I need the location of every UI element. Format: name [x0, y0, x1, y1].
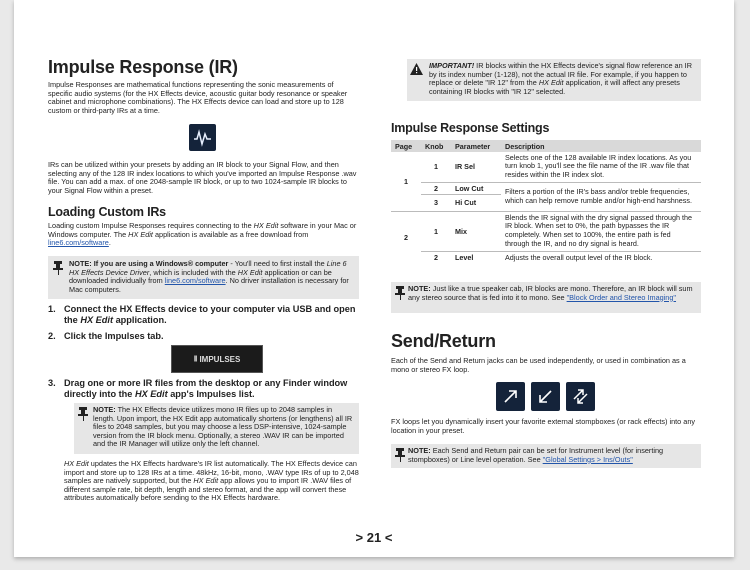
pushpin-icon: [395, 448, 405, 462]
mono-ir-block-note: NOTE: Just like a true speaker cab, IR blocks are mono. Therefore, an IR block will sum any stereo source that is fed into it to mono. See "Block Order and Stereo Imaging": [391, 282, 701, 313]
important-note: IMPORTANT! IR blocks within the HX Effects device's signal flow reference an IR by its index number (1-128), not the actual IR file. For example, if you happen to replace or delete "IR 12" from the HX Edit application, it will affect any presets containing IR blocks with "IR 12" selected.: [407, 59, 701, 101]
step-1: 1. Connect the HX Effects device to your computer via USB and open the HX Edit application.: [48, 304, 356, 325]
fx-loop-paragraph: FX loops let you dynamically insert your favorite external stompboxes (or rack effects) into any location in your preset.: [391, 417, 696, 435]
ir-intro-paragraph: Impulse Responses are mathematical functions representing the sonic measurements of specific audio systems (for the HX Effects device, acoustic guitar body resonance or speaker cabinet and microphone combinations). The HX Effects device can load and store up to 128 custom or third-party IRs at a time.: [48, 80, 348, 115]
table-row: 3 Hi Cut: [391, 194, 701, 211]
table-row: 2 Level Adjusts the overall output level of the IR block.: [434, 253, 653, 263]
send-return-level-note: NOTE: Each Send and Return pair can be set for Instrument level (for inserting stompboxes) or Line level operation. See "Global Settings > Ins/Outs": [391, 444, 701, 468]
table-header: Description: [501, 140, 701, 152]
windows-driver-note: NOTE: If you are using a Windows® computer - You'll need to first install the Line 6 HX Effects Device Driver, which is included with the HX Edit application or can be downloaded individually from line6.com/software. No driver installation is necessary for Mac computers.: [48, 256, 359, 299]
ir-usage-paragraph: IRs can be utilized within your presets by adding an IR block to your Signal Flow, and then selecting any of the 128 IR index locations to which you've imported an Impulse Response .wav file. You can add a max. of one 2048-sample IR block, or up to two 1024-sample IR blocks to your Signal Flow within a preset.: [48, 160, 357, 195]
table-header: Knob: [421, 140, 451, 152]
table-header: Parameter: [451, 140, 501, 152]
send-return-intro: Each of the Send and Return jacks can be used independently, or used in combination as a mono or stereo FX loop.: [391, 356, 686, 374]
loading-paragraph: Loading custom Impulse Responses requires connecting to the HX Edit software in your Mac or Windows computer. The HX Edit application is available as a free download from line6.com/software.: [48, 221, 357, 248]
waveform-icon: |||||: [193, 356, 197, 362]
pushpin-icon: [53, 261, 63, 275]
send-return-heading: Send/Return: [391, 331, 496, 351]
hx-edit-update-paragraph: HX Edit updates the HX Effects hardware's IR list automatically. The HX Effects device can import and store up to 128 IRs at a time. 48kHz, 16-bit, mono, .WAV type IRs of up to 2,048 samples are natively supported, but the HX Edit app allows you to import IR .WAV files of different sample rate, bit depth, length and stereo format, and the app will convert these attributes automatically before sending to the HX Effects hardware.: [64, 459, 359, 503]
table-row: 1 1 IR Sel Selects one of the 128 available IR index locations. As you turn knob 1, you'll see the file name of the IR .wav file that resides within the IR index slot.: [391, 152, 701, 182]
mono-ir-note: NOTE: The HX Effects device utilizes mono IR files up to 2048 samples in length. Upon import, the HX Edit app automatically shortens (or lengthens) all IR files to 2048 samples, but you may choose a less DSP-intensive, 1024-sample version from the IR block menu. Optionally, a stereo .WAV IR can be imported and the IR Manager will utilize only the left channel.: [74, 403, 359, 454]
loading-custom-irs-heading: Loading Custom IRs: [48, 205, 166, 219]
ir-settings-heading: Impulse Response Settings: [391, 121, 550, 135]
step-2: 2. Click the Impulses tab.: [48, 331, 164, 341]
section-title-impulse-response: Impulse Response (IR): [48, 57, 238, 77]
fx-loop-icon: [566, 382, 595, 411]
table-row: 2 Low Cut Filters a portion of the IR's bass and/or treble frequencies, which can help remove rumble and/or high-end harshness.: [391, 182, 701, 194]
table-header: Page: [391, 140, 421, 152]
send-icon: [496, 382, 525, 411]
line6-software-link-note[interactable]: line6.com/software: [164, 276, 226, 286]
impulses-tab-image: ||||| IMPULSES: [171, 345, 263, 373]
page-number: > 21 <: [355, 530, 393, 545]
impulse-response-icon: [189, 124, 216, 151]
pushpin-icon: [395, 286, 405, 300]
step-3: 3. Drag one or more IR files from the desktop or any Finder window directly into the HX Edit app's Impulses list.: [48, 378, 348, 399]
ir-settings-table: [391, 140, 701, 264]
warning-icon: [410, 63, 423, 75]
line6-software-link[interactable]: line6.com/software: [48, 238, 109, 248]
block-order-link[interactable]: "Block Order and Stereo Imaging": [566, 292, 677, 302]
global-settings-link[interactable]: "Global Settings > Ins/Outs": [542, 454, 633, 464]
return-icon: [531, 382, 560, 411]
table-row: 2 1 Mix Blends the IR signal with the dry signal passed through the IR block. When set to 0%, the path bypasses the IR completely. When set to 100%, the entire path is fed through the IR, and no dry signal is heard.: [391, 211, 701, 251]
manual-page: [14, 0, 734, 557]
pushpin-icon: [78, 407, 88, 421]
